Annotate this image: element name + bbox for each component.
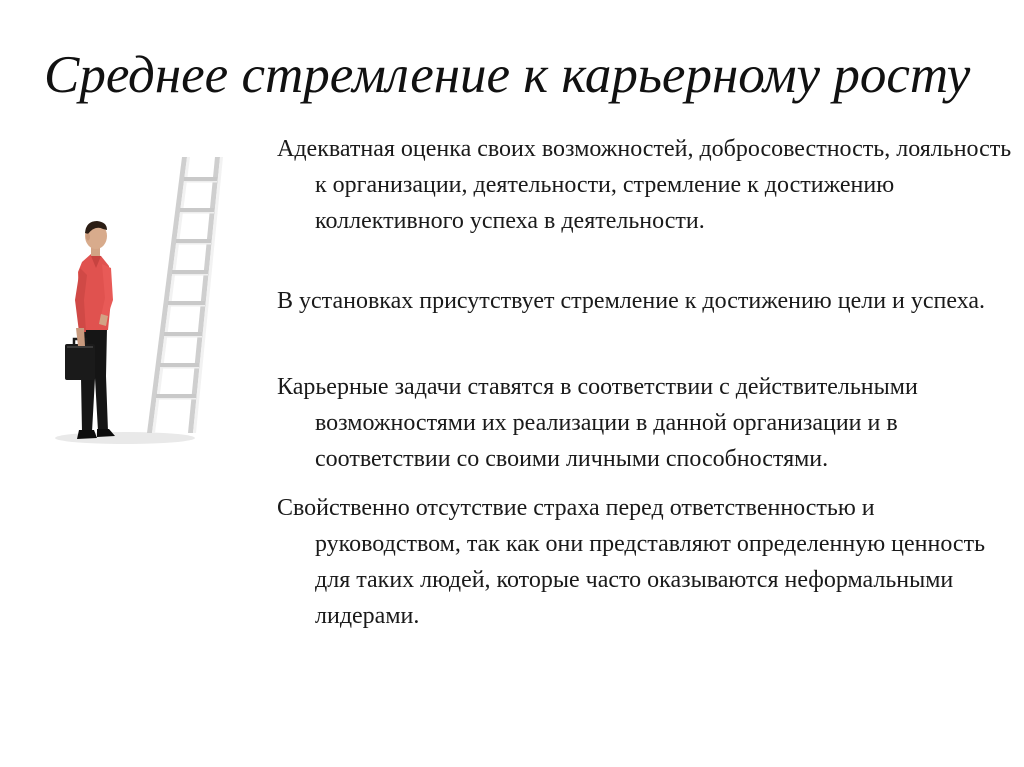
person-icon: [65, 221, 115, 439]
ladder-icon: [147, 157, 223, 433]
paragraph: Свойственно отсутствие страха перед ответственностью и руководством, так как они представляют определенную ценность для таких людей, которые часто оказываются неформальными лидерами.: [277, 495, 986, 629]
paragraph: В установках присутствует стремление к достижению цели и успеха.: [277, 288, 986, 314]
paragraph: Карьерные задачи ставятся в соответствии с действительными возможностями их реализации в данной организации и в соответствии со своими личными способностями.: [277, 374, 918, 472]
paragraph: Адекватная оценка своих возможностей, добросовестность, лояльность к организации, деятельности, стремление к достижению коллективного успеха в деятельности.: [277, 136, 1012, 234]
ground-shadow: [55, 432, 195, 444]
content-body: [277, 131, 1012, 634]
man-with-ladder-illustration: [55, 150, 245, 460]
slide-title: Среднее стремление к карьерному росту: [44, 46, 971, 104]
